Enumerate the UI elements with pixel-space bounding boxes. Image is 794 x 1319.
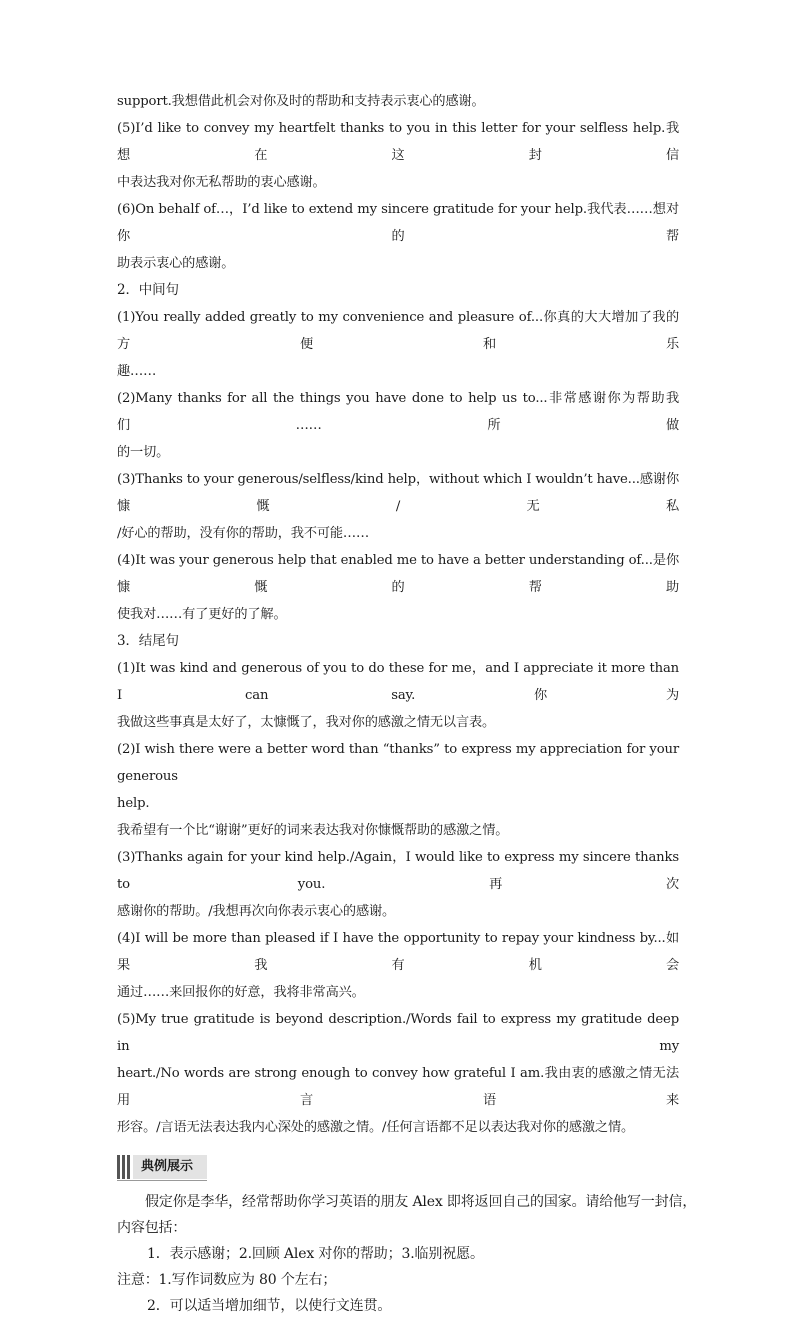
text-line: (1)You really added greatly to my convenience and pleasure of...你真的大大增加了我的方便和乐: [117, 310, 679, 352]
text-line: 的一切。: [117, 445, 170, 460]
prompt-line: 内容包括：: [117, 1220, 187, 1236]
closing-sentences: [117, 655, 679, 1141]
text-line: (3)Thanks to your generous/selfless/kind help，without which I wouldn’t have...感谢你慷慨/无私: [117, 472, 679, 514]
text-line: (5)I’d like to convey my heartfelt thanks to you in this letter for your selfless help.我想在这封信: [117, 121, 679, 163]
divider: [117, 1180, 207, 1181]
text-line: 使我对……有了更好的了解。: [117, 607, 287, 622]
section-tag-example: [117, 1155, 207, 1179]
text-line: (4)I will be more than pleased if I have the opportunity to repay your kindness by...如果我有机会: [117, 931, 679, 973]
text-line: (3)Thanks again for your kind help./Again，I would like to express my sincere thanks to you.再次: [117, 850, 679, 892]
text-line: 通过……来回报你的好意，我将非常高兴。: [117, 985, 365, 1000]
section-heading-closing-sentences: 3．结尾句: [117, 633, 179, 649]
text-line: support.我想借此机会对你及时的帮助和支持表示衷心的感谢。: [117, 94, 485, 109]
note-line: 注意：1.写作词数应为 80 个左右；: [117, 1272, 337, 1288]
text-line: 我希望有一个比“谢谢”更好的词来表达我对你慷慨帮助的感激之情。: [117, 823, 509, 838]
bars-icon: [117, 1155, 132, 1179]
text-line: (5)My true gratitude is beyond description./Words fail to express my gratitude deep in my: [117, 1012, 679, 1054]
text-line: 形容。/言语无法表达我内心深处的感激之情。/任何言语都不足以表达我对你的感激之情。: [117, 1120, 635, 1135]
text-line: (2)I wish there were a better word than “thanks” to express my appreciation for your generous: [117, 742, 679, 784]
middle-sentences: [117, 304, 679, 628]
text-line: 趣……: [117, 364, 157, 379]
section-heading-middle-sentences: 2．中间句: [117, 282, 179, 298]
document-page: [117, 88, 697, 1319]
text-line: 我做这些事真是太好了，太慷慨了，我对你的感激之情无以言表。: [117, 715, 496, 730]
text-line: 助表示衷心的感谢。: [117, 256, 235, 271]
text-line: help.: [117, 796, 150, 811]
text-line: 感谢你的帮助。/我想再次向你表示衷心的感谢。: [117, 904, 396, 919]
prompt-line: 假定你是李华，经常帮助你学习英语的朋友 Alex 即将返回自己的国家。请给他写一封信，: [145, 1194, 697, 1210]
note-line: 2．可以适当增加细节，以使行文连贯。: [147, 1298, 392, 1314]
opening-sentences-continued: [117, 88, 679, 277]
text-line: (4)It was your generous help that enabled me to have a better understanding of...是你慷慨的帮助: [117, 553, 679, 595]
text-line: (6)On behalf of…，I’d like to extend my sincere gratitude for your help.我代表……想对你的帮: [117, 202, 679, 244]
text-line: (2)Many thanks for all the things you have done to help us to...非常感谢你为帮助我们……所做: [117, 391, 679, 433]
section-tag-label: 典例展示: [133, 1155, 207, 1179]
text-line: /好心的帮助，没有你的帮助，我不可能……: [117, 526, 370, 541]
example-prompt: [117, 1189, 697, 1319]
text-line: 中表达我对你无私帮助的衷心感谢。: [117, 175, 326, 190]
text-line: (1)It was kind and generous of you to do these for me，and I appreciate it more than I can say.你为: [117, 661, 679, 703]
text-line: heart./No words are strong enough to convey how grateful I am.我由衷的感激之情无法用言语来: [117, 1066, 679, 1108]
requirement-item: 1．表示感谢；2.回顾 Alex 对你的帮助；3.临别祝愿。: [147, 1246, 484, 1262]
